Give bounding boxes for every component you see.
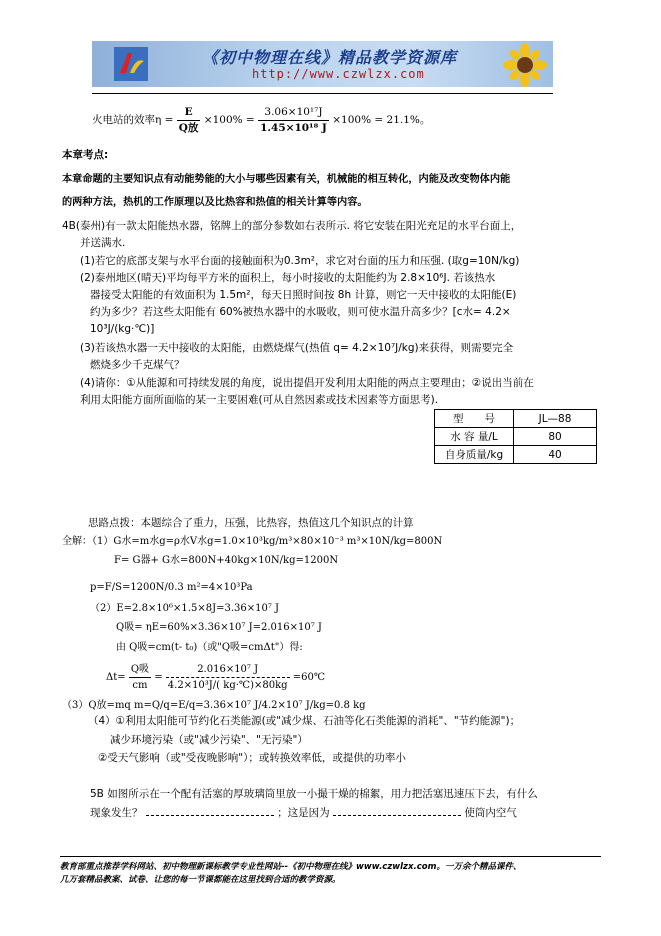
efficiency-formula <box>92 100 430 140</box>
efficiency-times-1: ×100% = <box>203 114 255 126</box>
solution-line-10: 减少环境污染（或"减少污染"、"无污染"） <box>110 734 308 746</box>
efficiency-fraction-2 <box>258 105 329 136</box>
q4-line-8: (3)若该热水器一天中接收的太阳能，由燃烧煤气(热值 q= 4.2×10⁷J/kg)来获得，则需要完全 <box>80 342 514 354</box>
q4-line-2: 并送满水. <box>80 237 126 249</box>
solution-line-2: F= G器+ G水=800N+40kg×10N/kg=1200N <box>114 555 339 566</box>
q5-text-a: 现象发生？ <box>90 807 143 819</box>
section-body-line-2: 的两种方法，热机的工作原理以及比热容和热值的相关计算等内容。 <box>62 197 368 208</box>
efficiency-result: ×100% = 21.1%。 <box>332 114 431 126</box>
site-logo-icon <box>114 47 148 81</box>
q4-line-6: 约为多少？若这些太阳能有 60%被热水器中的水吸收，则可使水温升高多少？[c水= 4.2× <box>90 306 511 318</box>
q5-text-c: 使筒内空气 <box>464 807 517 819</box>
delta-t-denominator: cm <box>132 680 148 691</box>
q4-line-7: 10³J/(kg·℃)] <box>90 323 155 335</box>
solution-line-5: Q吸= ηE=60%×3.36×10⁷ J=2.016×10⁷ J <box>116 622 322 633</box>
table-cell: JL—88 <box>514 410 597 428</box>
solution-line-4: （2）E=2.8×10⁶×1.5×8J=3.36×10⁷ J <box>90 603 280 614</box>
solution-line-1: 全解：（1）G水=m水g=ρ水V水g=1.0×10³kg/m³×80×10⁻³ m³×10N/kg=800N <box>62 536 443 547</box>
table-cell: 40 <box>514 446 597 464</box>
efficiency-label: 火电站的效率η = <box>92 114 174 126</box>
delta-t-result: =60℃ <box>292 672 326 683</box>
footer-rule <box>60 856 601 857</box>
solution-line-3: p=F/S=1200N/0.3 m²=4×10³Pa <box>90 582 253 593</box>
frac2-numerator: 3.06×10¹⁷J <box>258 105 329 121</box>
solution-line-11: ②受天气影响（或"受夜晚影响"）；或转换效率低，或提供的功率小 <box>98 752 406 764</box>
footer-line-1: 教育部重点推荐学科网站、初中物理新课标教学专业性网站--《初中物理在线》www.czwlzx.com。一万余个精品课件、 <box>60 862 522 872</box>
solution-line-6: 由 Q吸=cm(t- t₀)（或"Q吸=cmΔt"）得: <box>116 642 303 653</box>
q4-line-10: (4)请你：①从能源和可持续发展的角度，说出提倡开发利用太阳能的两点主要理由；②说出当前在 <box>80 377 534 389</box>
solution-hint: 思路点拨：本题综合了重力，压强，比热容，热值这几个知识点的计算 <box>88 517 414 529</box>
q4-line-3: (1)若它的底部支架与水平台面的接触面积为0.3m²，求它对台面的压力和压强. (取g=10N/kg) <box>80 255 520 267</box>
header-rule <box>92 93 553 94</box>
section-heading: 本章考点: <box>62 149 109 161</box>
delta-t-numerator: Q吸 <box>129 662 151 678</box>
table-row <box>435 446 597 464</box>
delta-t-fraction <box>129 662 151 693</box>
footer-line-2: 几万套精品教案、试卷、让您的每一节课都能在这里找到合适的教学资源。 <box>60 875 341 885</box>
q4-line-9: 燃烧多少千克煤气？ <box>90 359 185 371</box>
delta-t-value-numerator: 2.016×10⁷ J <box>166 662 290 678</box>
solution-line-7: Δt= $\frac{\text{Q吸}}{cm}$ = $\frac{\text{2.016×10⁷ J}}{\text{4.2×10³J/( kg·℃)×80kg}}$ =60℃ <box>106 664 326 691</box>
table-row <box>435 428 597 446</box>
spec-table <box>434 409 597 464</box>
solution-line-9: （4）①利用太阳能可节约化石类能源(或"减少煤、石油等化石类能源的消耗"、"节约能源")； <box>88 715 521 727</box>
section-body-line-1: 本章命题的主要知识点有动能势能的大小与哪些因素有关，机械能的相互转化，内能及改变物体内能 <box>62 174 511 185</box>
q5-text-b: ；这是因为 <box>277 807 330 819</box>
efficiency-fraction-1 <box>177 105 201 136</box>
q4-line-5: 器接受太阳能的有效面积为 1.5m²，每天日照时间按 8h 计算，则它一天中接收的太阳能(E) <box>90 289 517 301</box>
banner-title: 《初中物理在线》精品教学资源库 <box>202 48 458 67</box>
header-banner <box>92 41 553 87</box>
frac2-denominator: 1.45×10¹⁸ J <box>260 121 327 134</box>
table-cell: 自身质量/kg <box>435 446 514 464</box>
frac1-denominator: Q放 <box>178 121 199 134</box>
q4-line-1: 4B(泰州)有一款太阳能热水器，铭牌上的部分参数如右表所示. 将它安装在阳光充足的水平台面上， <box>62 220 522 232</box>
delta-t-value-fraction <box>166 662 290 693</box>
table-row <box>435 410 597 428</box>
sunflower-icon <box>500 43 550 87</box>
table-cell: 80 <box>514 428 597 446</box>
footer <box>60 861 521 887</box>
q4-line-4: (2)泰州地区(晴天)平均每平方米的面积上，每小时接收的太阳能约为 2.8×10⁶J. 若该热水 <box>80 272 496 284</box>
table-cell: 水 容 量/L <box>435 428 514 446</box>
q5-line-1: 5B 如图所示在一个配有活塞的厚玻璃筒里放一小撮干燥的棉絮，用力把活塞迅速压下去，有什么 <box>90 788 538 800</box>
table-cell: 型 号 <box>435 410 514 428</box>
delta-t-value-denominator: 4.2×10³J/( kg·℃)×80kg <box>167 680 288 691</box>
solution-line-8: （3）Q放=mq m=Q/q=E/q=3.36×10⁷ J/4.2×10⁷ J/kg=0.8 kg <box>62 700 366 711</box>
q5-answer-blank-1[interactable] <box>146 815 274 816</box>
q5-line-2 <box>90 806 517 821</box>
frac1-numerator: E <box>177 105 201 121</box>
q4-line-11: 利用太阳能方面所面临的某一主要困难(可从自然因素或技术因素等方面思考). <box>80 394 439 406</box>
q5-answer-blank-2[interactable] <box>333 815 461 816</box>
delta-t-label: Δt= <box>106 672 126 683</box>
banner-url[interactable]: http://www.czwlzx.com <box>252 67 425 81</box>
